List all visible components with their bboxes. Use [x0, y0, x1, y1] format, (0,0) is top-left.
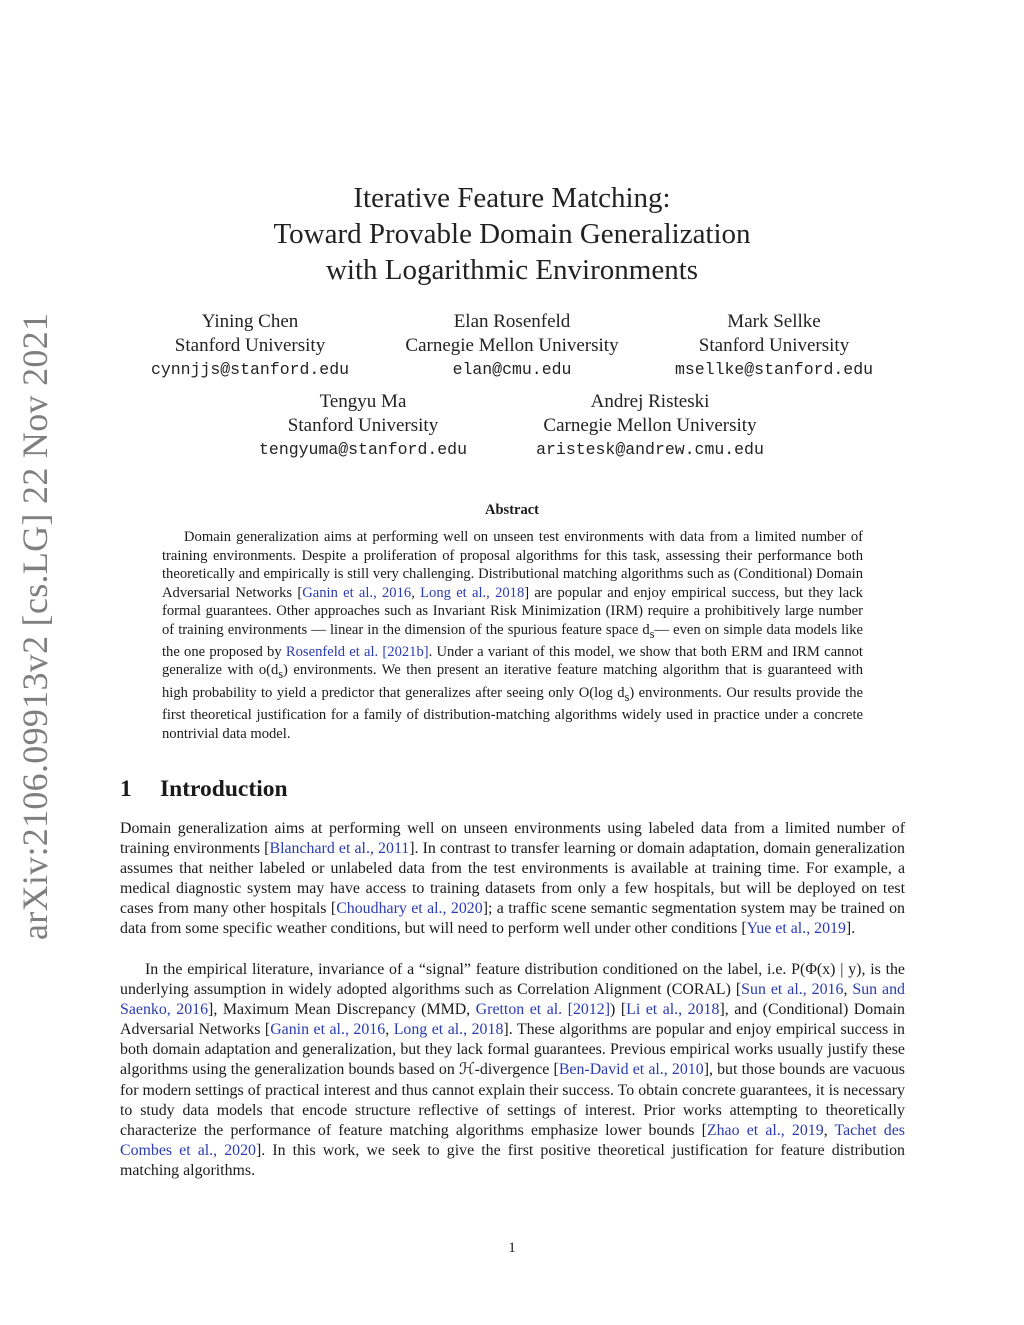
title-line: Toward Provable Domain Generalization	[273, 218, 751, 250]
author-email[interactable]: tengyuma@stanford.edu	[259, 440, 467, 459]
author-affiliation: Stanford University	[698, 335, 850, 356]
abstract-heading: Abstract	[485, 502, 539, 518]
abstract-text: Domain generalization aims at performing well on unseen test environments with data from a limited number of training environments. Despite a proliferation of proposal algorithms for this task, assessing their performance both theoretically and empirically is still very challenging. Distributional matching algorithms such as (Conditional) Domain Adversarial Networks [Ganin et al., 2016, Long et al., 2018] are popular and enjoy empirical success, but they lack formal guarantees. Other approaches such as Invariant Risk Minimization (IRM) require a prohibitively large number of training environments — linear in the dimension of the spurious feature space $d_s—$ even on simple data models like the one proposed by Rosenfeld et al. [2021b]. Under a variant of this model, we show that both ERM and IRM cannot generalize with $o(d_s)$ environments. We then present an iterative feature matching algorithm that is guaranteed with high probability to yield a predictor that generalizes after seeing only O(log $d_s$) environments. Our results provide the first theoretical justification for a family of distribution-matching algorithms widely used in practice under a concrete nontrivial data model.	[162, 529, 864, 742]
section-title: Introduction	[160, 776, 288, 802]
citation-link[interactable]: Rosenfeld et al. [2021b]	[285, 643, 429, 660]
author-email[interactable]: elan@cmu.edu	[452, 360, 572, 379]
citation-link[interactable]: Ben-David et al., 2010	[558, 1061, 704, 1079]
author-name: Yining Chen	[201, 311, 299, 332]
author-affiliation: Stanford University	[174, 335, 326, 356]
author-block	[500, 390, 800, 462]
author-affiliation: Carnegie Mellon University	[405, 335, 619, 356]
citation-link[interactable]: Ganin et al., 2016	[302, 584, 412, 601]
title-line: Iterative Feature Matching:	[353, 182, 671, 214]
citation-link[interactable]: Tachet des Combes et al., 2020	[120, 1121, 905, 1159]
author-block	[100, 310, 400, 382]
citation-link[interactable]: Long et al., 2018	[420, 584, 525, 601]
citation-link[interactable]: Ganin et al., 2016	[270, 1021, 386, 1039]
arxiv-identifier: arXiv:2106.09913v2 [cs.LG] 22 Nov 2021	[15, 312, 55, 940]
author-name: Elan Rosenfeld	[453, 311, 571, 332]
author-block	[624, 310, 924, 382]
body-paragraph: Domain generalization aims at performing well on unseen environments using labeled data from a limited number of training environments [Blanchard et al., 2011]. In contrast to transfer learning or domain adaptation, domain generalization assumes that neither labeled or unlabeled data from the test environments is available at training time. For example, a medical diagnostic system may have access to training datasets from only a few hospitals, but will be deployed on test cases from many other hospitals [Choudhary et al., 2020]; a traffic scene semantic segmentation system may be trained on data from some specific weather conditions, but will need to perform well under other conditions [Yue et al., 2019].	[120, 820, 906, 938]
paper-title	[0, 180, 1024, 288]
author-email[interactable]: msellke@stanford.edu	[674, 360, 874, 379]
author-name: Andrej Risteski	[590, 391, 710, 412]
citation-link[interactable]: Blanchard et al., 2011	[269, 840, 410, 858]
author-block	[362, 310, 662, 382]
author-name: Mark Sellke	[727, 311, 821, 332]
author-affiliation: Carnegie Mellon University	[543, 415, 757, 436]
citation-link[interactable]: Long et al., 2018	[393, 1021, 504, 1039]
author-name: Tengyu Ma	[319, 391, 407, 412]
citation-link[interactable]: Choudhary et al., 2020	[336, 900, 483, 918]
citation-link[interactable]: Gretton et al. [2012]	[475, 1001, 611, 1019]
author-email[interactable]: cynnjjs@stanford.edu	[150, 360, 350, 379]
section-number: 1	[120, 776, 132, 802]
citation-link[interactable]: Zhao et al., 2019	[706, 1121, 824, 1139]
author-block	[213, 390, 513, 462]
section-heading	[120, 776, 288, 803]
citation-link[interactable]: Sun and Saenko, 2016	[120, 981, 906, 1019]
citation-link[interactable]: Yue et al., 2019	[746, 920, 846, 938]
citation-link[interactable]: Li et al., 2018	[626, 1001, 720, 1019]
citation-link[interactable]: Sun et al., 2016	[741, 981, 844, 999]
title-line: with Logarithmic Environments	[325, 254, 699, 286]
author-email[interactable]: aristesk@andrew.cmu.edu	[536, 440, 764, 459]
body-paragraph: In the empirical literature, invariance of a “signal” feature distribution conditioned on the label, i.e. P(Φ(x) | y), is the underlying assumption in widely adopted algorithms such as Correlation Alignment (CORAL) [Sun et al., 2016, Sun and Saenko, 2016], Maximum Mean Discrepancy (MMD, Gretton et al. [2012]) [Li et al., 2018], and (Conditional) Domain Adversarial Networks [Ganin et al., 2016, Long et al., 2018]. These algorithms are popular and enjoy empirical success in both domain adaptation and generalization, but they lack formal guarantees. Previous empirical works usually justify these algorithms using the generalization bounds based on ℋ-divergence [Ben-David et al., 2010], but those bounds are vacuous for modern settings of practical interest and thus cannot explain their success. To obtain concrete guarantees, it is necessary to study data models that encode structure reflective of settings of interest. Prior works attempting to theoretically characterize the performance of feature matching algorithms emphasize lower bounds [Zhao et al., 2019, Tachet des Combes et al., 2020]. In this work, we seek to give the first positive theoretical justification for feature distribution matching algorithms.	[120, 961, 906, 1179]
author-affiliation: Stanford University	[287, 415, 439, 436]
page-number: 1	[508, 1240, 516, 1256]
